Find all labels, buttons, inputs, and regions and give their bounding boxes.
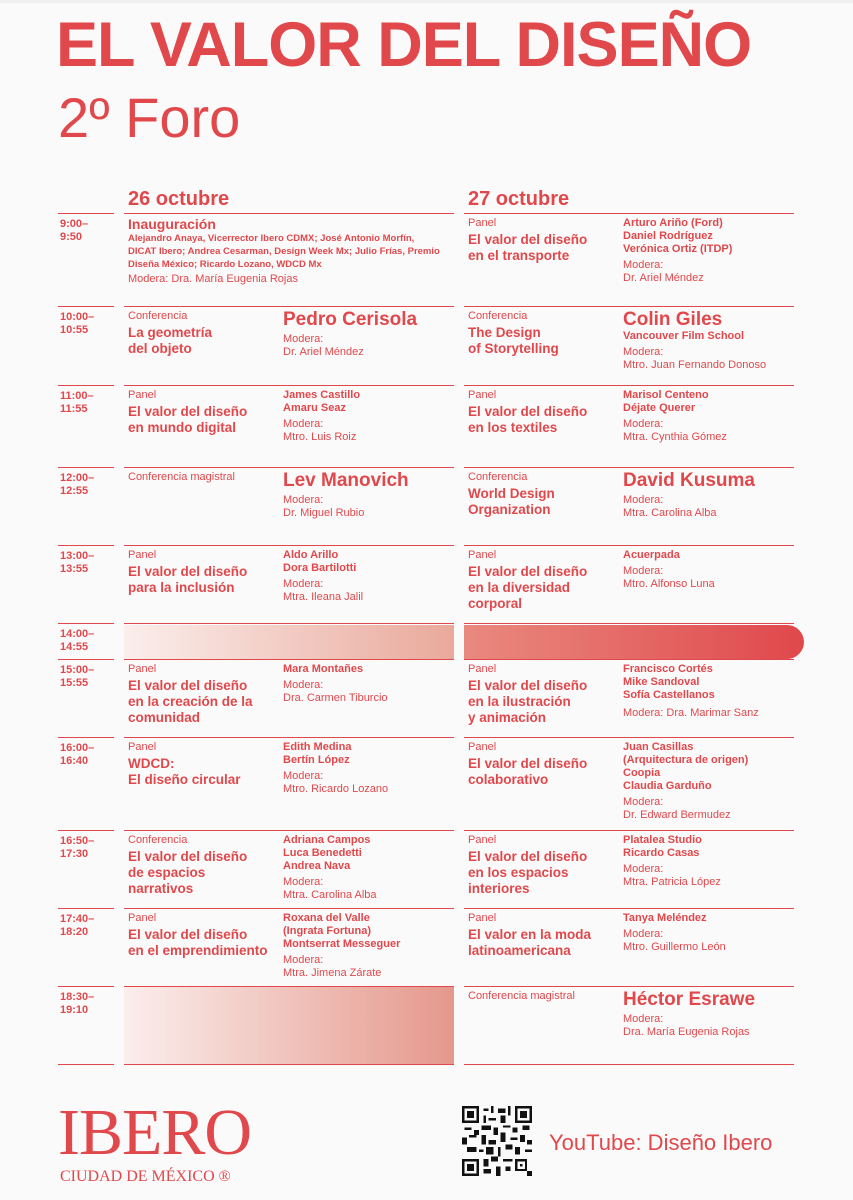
keynote-speaker: Lev Manovich: [283, 470, 409, 491]
speaker-name: Daniel Rodríguez: [623, 230, 713, 242]
moderator-name: Mtra. Cynthia Gómez: [623, 431, 727, 443]
row-divider-day1: [124, 659, 454, 660]
session-type: Panel: [468, 741, 497, 753]
moderator-name: Dr. Edward Bermudez: [623, 809, 731, 821]
speaker-name: Roxana del Valle: [283, 912, 370, 924]
moderator-label: Modera:: [283, 679, 324, 691]
session-title-line: El valor del diseño: [468, 404, 588, 419]
session-title-line: en el emprendimiento: [128, 943, 268, 958]
row-divider-time: [58, 385, 114, 386]
qr-code-icon[interactable]: [462, 1106, 532, 1176]
speaker-name: Francisco Cortés: [623, 663, 713, 675]
row-divider-day2: [464, 213, 794, 214]
session-type: Panel: [468, 834, 497, 846]
session-title-line: colaborativo: [468, 772, 549, 787]
row-divider-time: [58, 467, 114, 468]
session-title-line: interiores: [468, 881, 530, 896]
session-title-line: The Design: [468, 325, 541, 340]
moderator-label: Modera:: [623, 928, 664, 940]
moderator-label: Modera:: [623, 796, 664, 808]
time-slot-line: 19:10: [60, 1004, 89, 1016]
speaker-name: (Ingrata Fortuna): [283, 925, 371, 937]
moderator-label: Modera:: [623, 418, 664, 430]
session-type: Panel: [468, 912, 497, 924]
time-slot: [60, 664, 120, 690]
moderator-label: Modera:: [283, 876, 324, 888]
session-day2-left: [468, 741, 621, 788]
speaker-name: Juan Casillas: [623, 741, 694, 753]
session-day1-left: [128, 310, 281, 357]
session-title: [468, 849, 621, 897]
break-bar-day1: [124, 625, 454, 659]
speaker-name: Andrea Nava: [283, 860, 351, 872]
session-day1-right: [283, 470, 458, 520]
session-title-line: en los espacios: [468, 865, 569, 880]
keynote-speaker: Héctor Esrawe: [623, 989, 756, 1010]
session-title-line: El valor del diseño: [128, 849, 248, 864]
moderator-label: Modera:: [283, 333, 324, 345]
session-title-line: y animación: [468, 710, 547, 725]
speaker-name: Acuerpada: [623, 549, 680, 561]
moderator-name: Dr. Miguel Rubio: [283, 507, 365, 519]
session-title-line: en la diversidad: [468, 580, 571, 595]
session-title-line: El valor del diseño: [468, 756, 588, 771]
session-title-line: La geometría: [128, 325, 213, 340]
session-type: Conferencia magistral: [128, 471, 235, 483]
row-divider-day2: [464, 1064, 794, 1065]
session-title-line: El diseño circular: [128, 772, 241, 787]
session-title: [128, 404, 281, 436]
time-slot-line: 9:00–: [60, 218, 89, 230]
session-day2-left: [468, 663, 621, 726]
session-day1-right: [283, 912, 458, 980]
moderator-name: Mtro. Alfonso Luna: [623, 578, 715, 590]
session-day2-left: [468, 990, 621, 1005]
time-slot-line: 17:30: [60, 848, 89, 860]
time-slot-line: 18:20: [60, 926, 89, 938]
session-title: [128, 678, 281, 726]
speaker-name: Platalea Studio: [623, 834, 702, 846]
session-title-line: of Storytelling: [468, 341, 559, 356]
session-title-line: latinoamericana: [468, 943, 571, 958]
time-slot-line: 14:00–: [60, 628, 95, 640]
session-day2-right: [623, 470, 798, 520]
moderator-name: Dra. María Eugenia Rojas: [623, 1026, 750, 1038]
moderator-name: Mtra. Patricia López: [623, 876, 721, 888]
session-title-line: El valor del diseño: [128, 564, 248, 579]
session-day2-right: [623, 989, 798, 1039]
session-title-line: Organization: [468, 502, 551, 517]
day-heading-2: 27 octubre: [468, 188, 570, 210]
row-divider-day2: [464, 385, 794, 386]
speaker-name: Edith Medina: [283, 741, 352, 753]
row-divider-time: [58, 1064, 114, 1065]
ibero-logo-city: CIUDAD DE MÉXICO ®: [60, 1168, 231, 1185]
session-day2-left: [468, 912, 621, 959]
moderator-name: Mtra. Jimena Zárate: [283, 967, 382, 979]
time-slot: [60, 550, 120, 576]
session-day1-left: [128, 741, 281, 788]
session-title: [128, 325, 281, 357]
row-divider-day2: [464, 623, 794, 624]
time-slot: [60, 628, 120, 654]
session-title: [468, 756, 621, 788]
time-slot-line: 11:55: [60, 403, 88, 415]
session-day1-left: [128, 389, 281, 436]
break-bar-day2: [464, 625, 804, 659]
row-divider-day2: [464, 306, 794, 307]
row-divider-day2: [464, 545, 794, 546]
session-day2-right: [623, 549, 798, 591]
session-title-line: del objeto: [128, 341, 192, 356]
time-slot-line: 12:55: [60, 485, 89, 497]
session-title: [468, 678, 621, 726]
session-day1-right: [283, 389, 458, 444]
row-divider-day1: [124, 385, 454, 386]
session-title: [468, 404, 621, 436]
speaker-line: Diseña México; Ricardo Lozano, WDCD Mx: [128, 259, 322, 270]
time-slot: [60, 311, 120, 337]
speaker-name: Bertín López: [283, 754, 350, 766]
session-title: [128, 756, 281, 788]
session-title-line: corporal: [468, 596, 523, 611]
row-divider-day2: [464, 737, 794, 738]
session-day2-right: [623, 912, 798, 954]
session-title-line: El valor del diseño: [128, 927, 248, 942]
session-title-line: El valor en la moda: [468, 927, 592, 942]
session-day1-right: [283, 834, 458, 902]
keynote-speaker: Colin Giles: [623, 309, 723, 330]
session-type: Panel: [468, 663, 497, 675]
moderator-name: Dr. Ariel Méndez: [623, 272, 704, 284]
session-day2-right: [623, 309, 798, 372]
time-slot-line: 10:55: [60, 324, 89, 336]
time-slot-line: 9:50: [60, 231, 83, 243]
session-type: Panel: [468, 217, 497, 229]
speaker-name: Dora Bartilotti: [283, 562, 357, 574]
moderator-label: Modera:: [623, 1013, 664, 1025]
moderator-label: Modera:: [283, 494, 324, 506]
speaker-name: (Arquitectura de origen): [623, 754, 749, 766]
row-divider-time: [58, 908, 114, 909]
session-title-line: en los textiles: [468, 420, 558, 435]
time-slot: [60, 991, 120, 1017]
keynote-speaker: Pedro Cerisola: [283, 309, 418, 330]
time-slot-line: 12:00–: [60, 472, 95, 484]
moderator-label: Modera:: [283, 954, 324, 966]
moderator-label: Modera:: [623, 494, 664, 506]
row-divider-time: [58, 623, 114, 624]
row-divider-day2: [464, 986, 794, 987]
time-slot-line: 13:00–: [60, 550, 95, 562]
session-title: [128, 927, 281, 959]
row-divider-day2: [464, 908, 794, 909]
row-divider-day2: [464, 467, 794, 468]
session-title: [468, 486, 621, 518]
time-slot-line: 14:55: [60, 641, 89, 653]
session-day2-right: [623, 663, 798, 720]
session-title-line: de espacios: [128, 865, 206, 880]
session-type: Panel: [128, 741, 157, 753]
time-slot-line: 16:40: [60, 755, 89, 767]
speaker-name: Amaru Seaz: [283, 402, 346, 414]
row-divider-day2: [464, 830, 794, 831]
time-slot: [60, 835, 120, 861]
session-title: Inauguración: [128, 216, 216, 232]
session-title-line: World Design: [468, 486, 555, 501]
time-slot: [60, 913, 120, 939]
session-type: Conferencia: [128, 834, 188, 846]
moderator-name: Mtro. Guillermo León: [623, 941, 726, 953]
session-day1-left: [128, 549, 281, 596]
time-slot: [60, 390, 120, 416]
moderator-label: Modera:: [623, 346, 664, 358]
session-title-line: en el transporte: [468, 248, 570, 263]
row-divider-day1: [124, 213, 454, 214]
row-divider-time: [58, 213, 114, 214]
row-divider-day2: [464, 659, 794, 660]
session-title: [468, 564, 621, 612]
moderator-label: Modera:: [623, 863, 664, 875]
row-divider-time: [58, 659, 114, 660]
moderator-name: Mtro. Ricardo Lozano: [283, 783, 389, 795]
time-slot: [60, 218, 120, 244]
session-title-line: El valor del diseño: [468, 678, 588, 693]
speaker-name: Arturo Ariño (Ford): [623, 217, 723, 229]
session-day1-left: [128, 834, 281, 897]
speaker-name: Ricardo Casas: [623, 847, 700, 859]
session-title-line: en la creación de la: [128, 694, 253, 709]
session-title-line: en mundo digital: [128, 420, 236, 435]
moderator-name: Dra. Carmen Tiburcio: [283, 692, 388, 704]
session-title: [468, 927, 621, 959]
moderator-label: Modera:: [623, 259, 664, 271]
speaker-name: Déjate Querer: [623, 402, 696, 414]
session-day2-left: [468, 310, 621, 357]
row-divider-time: [58, 306, 114, 307]
day-heading-1: 26 octubre: [128, 188, 230, 210]
session-type: Panel: [468, 549, 497, 561]
session-title-line: para la inclusión: [128, 580, 235, 595]
session-title-line: El valor del diseño: [468, 232, 588, 247]
moderator-label: Modera:: [623, 565, 664, 577]
time-slot-line: 11:00–: [60, 390, 94, 402]
time-slot-line: 10:00–: [60, 311, 95, 323]
speaker-name: Mara Montañes: [283, 663, 364, 675]
row-divider-day1: [124, 737, 454, 738]
row-divider-day1: [124, 545, 454, 546]
row-divider-time: [58, 830, 114, 831]
session-day1-right: [283, 549, 458, 604]
speaker-name: Mike Sandoval: [623, 676, 700, 688]
row-divider-time: [58, 737, 114, 738]
session-title: [128, 849, 281, 897]
speaker-name: Tanya Meléndez: [623, 912, 707, 924]
session-title: [468, 232, 621, 264]
session-type: Panel: [128, 549, 157, 561]
moderator: Modera: Dra. María Eugenia Rojas: [128, 273, 298, 285]
speaker-name: Aldo Arillo: [283, 549, 339, 561]
session-day2-right: [623, 217, 798, 285]
row-divider-day1: [124, 623, 454, 624]
session-type: Panel: [128, 389, 157, 401]
session-day1-left: [128, 912, 281, 959]
row-divider-time: [58, 986, 114, 987]
session-type: Conferencia: [128, 310, 188, 322]
session-type: Panel: [468, 389, 497, 401]
speaker-name: Adriana Campos: [283, 834, 371, 846]
time-slot-line: 15:00–: [60, 664, 95, 676]
poster-subtitle: 2º Foro: [58, 86, 241, 149]
session-day2-right: [623, 834, 798, 889]
session-type: Conferencia magistral: [468, 990, 575, 1002]
session-day1-right: [283, 663, 458, 705]
moderator-name: Mtra. Ileana Jalil: [283, 591, 364, 603]
session-day2-left: [468, 834, 621, 897]
speaker-name: Montserrat Messeguer: [283, 938, 401, 950]
speaker-name: Sofía Castellanos: [623, 689, 715, 701]
moderator-label: Modera: Dra. Marimar Sanz: [623, 707, 759, 719]
speaker-name: James Castillo: [283, 389, 361, 401]
session-day1-left: [128, 217, 458, 286]
time-slot: [60, 472, 120, 498]
time-slot-line: 16:00–: [60, 742, 95, 754]
row-divider-day1: [124, 306, 454, 307]
session-type: Conferencia: [468, 310, 528, 322]
moderator-label: Modera:: [283, 418, 324, 430]
session-day2-right: [623, 741, 798, 822]
session-day1-left: [128, 663, 281, 726]
speaker-name: Coopia: [623, 767, 661, 779]
row-divider-time: [58, 545, 114, 546]
session-title: [468, 325, 621, 357]
moderator-name: Mtra. Carolina Alba: [283, 889, 377, 901]
speaker-name: Marisol Centeno: [623, 389, 709, 401]
keynote-speaker: David Kusuma: [623, 470, 755, 491]
session-title-line: El valor del diseño: [468, 564, 588, 579]
time-slot-line: 15:55: [60, 677, 89, 689]
moderator-name: Mtro. Juan Fernando Donoso: [623, 359, 767, 371]
session-day2-left: [468, 217, 621, 264]
speaker-line: DICAT Ibero; Andrea Cesarman, Design Week Mx; Julio Frías, Premio: [128, 246, 440, 257]
moderator-label: Modera:: [283, 578, 324, 590]
session-day2-left: [468, 389, 621, 436]
closing-bar-day1: [124, 987, 454, 1064]
session-title-line: en la ilustración: [468, 694, 571, 709]
speaker-name: Verónica Ortiz (ITDP): [623, 243, 733, 255]
speaker-name: Luca Benedetti: [283, 847, 362, 859]
row-divider-day1: [124, 467, 454, 468]
session-title-line: WDCD:: [128, 756, 175, 771]
youtube-channel-link[interactable]: YouTube: Diseño Ibero: [549, 1130, 773, 1155]
session-type: Conferencia: [468, 471, 528, 483]
session-day2-right: [623, 389, 798, 444]
session-day2-left: [468, 549, 621, 612]
session-title-line: El valor del diseño: [468, 849, 588, 864]
session-title-line: El valor del diseño: [128, 404, 248, 419]
row-divider-day1: [124, 1064, 454, 1065]
session-title-line: narrativos: [128, 881, 194, 896]
speaker-name: Claudia Garduño: [623, 780, 712, 792]
time-slot-line: 18:30–: [60, 991, 95, 1003]
moderator-name: Mtra. Carolina Alba: [623, 507, 717, 519]
moderator-name: Mtro. Luis Roiz: [283, 431, 357, 443]
top-border: [0, 0, 853, 3]
moderator-label: Modera:: [283, 770, 324, 782]
ibero-logo: IBERO: [58, 1096, 251, 1169]
time-slot: [60, 742, 120, 768]
session-title-line: comunidad: [128, 710, 201, 725]
row-divider-day1: [124, 830, 454, 831]
speaker-line: Alejandro Anaya, Vicerrector Ibero CDMX; José Antonio Morfín,: [128, 233, 415, 244]
time-slot-line: 13:55: [60, 563, 89, 575]
session-day2-left: [468, 471, 621, 518]
speaker-organization: Vancouver Film School: [623, 330, 745, 342]
session-title: [128, 564, 281, 596]
session-type: Panel: [128, 912, 157, 924]
session-day1-right: [283, 741, 458, 796]
time-slot-line: 16:50–: [60, 835, 95, 847]
row-divider-day1: [124, 908, 454, 909]
session-day1-left: [128, 471, 281, 486]
moderator-name: Dr. Ariel Méndez: [283, 346, 364, 358]
session-day1-right: [283, 309, 458, 359]
session-type: Panel: [128, 663, 157, 675]
time-slot-line: 17:40–: [60, 913, 95, 925]
poster-title: EL VALOR DEL DISEÑO: [56, 10, 752, 80]
session-title-line: El valor del diseño: [128, 678, 248, 693]
